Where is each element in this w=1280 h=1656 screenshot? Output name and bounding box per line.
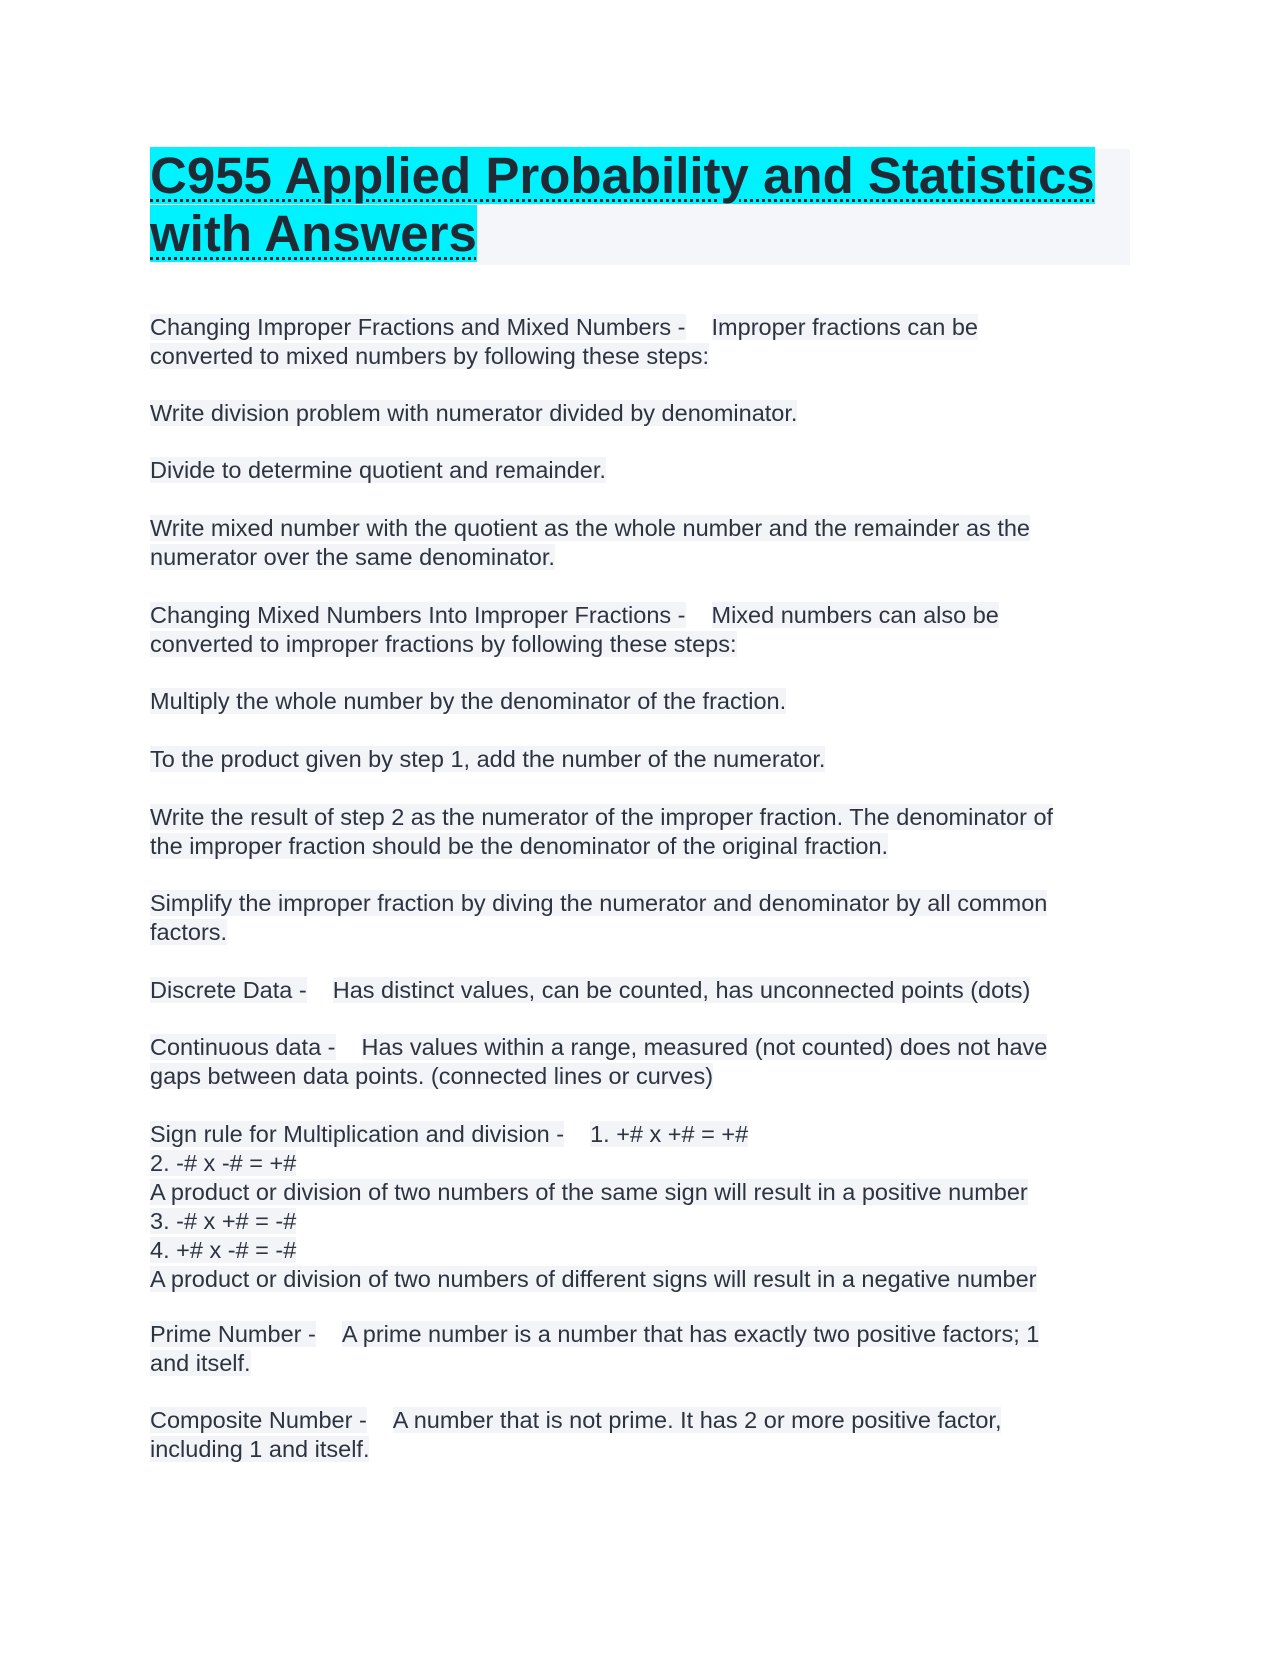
paragraph-p7 [150,745,1130,774]
paragraph-p10 [150,976,1130,1005]
paragraph-line [150,543,1130,572]
line-text: 4. +# x -# = -# [150,1237,297,1263]
line-text: gaps between data points. (connected lines or curves) [150,1063,714,1089]
paragraph-line [150,399,1130,428]
line-text: A product or division of two numbers of different signs will result in a negative number [150,1266,1037,1292]
line-text: factors. [150,919,228,945]
paragraph-p9 [150,889,1130,947]
definition-text: A prime number is a number that has exactly two positive factors; 1 [341,1321,1040,1347]
document-title [150,147,1095,263]
definition-text: A number that is not prime. It has 2 or more positive factor, [392,1407,1002,1433]
paragraph-line [150,1120,1130,1149]
definition-text: 1. +# x +# = +# [590,1121,749,1147]
line-text: 3. -# x +# = -# [150,1208,297,1234]
paragraph-line [150,803,1130,832]
paragraph-line [150,918,1130,947]
title-line-2: with Answers [150,205,477,262]
paragraph-line [150,1349,1130,1378]
paragraph-p13 [150,1320,1130,1378]
paragraph-line [150,1406,1130,1435]
definition-text: Has distinct values, can be counted, has unconnected points (dots) [332,977,1031,1003]
paragraph-line [150,1320,1130,1349]
line-text: 2. -# x -# = +# [150,1150,297,1176]
line-text: Multiply the whole number by the denominator of the fraction. [150,688,787,714]
paragraph-line [150,745,1130,774]
paragraph-p6 [150,687,1130,716]
line-text: converted to mixed numbers by following these steps: [150,343,710,369]
paragraph-p8 [150,803,1130,861]
line-text: Write mixed number with the quotient as the whole number and the remainder as the [150,515,1030,541]
term-label: Prime Number - [150,1321,316,1347]
line-text: Divide to determine quotient and remainder. [150,457,606,483]
definition-text: Has values within a range, measured (not counted) does not have [361,1034,1048,1060]
paragraph-line [150,1236,1130,1265]
definition-text: Mixed numbers can also be [711,602,999,628]
line-text: A product or division of two numbers of the same sign will result in a positive number [150,1179,1028,1205]
paragraph-line [150,514,1130,543]
line-text: numerator over the same denominator. [150,544,555,570]
paragraph-line [150,1207,1130,1236]
paragraph-p5 [150,601,1130,659]
paragraph-line [150,889,1130,918]
paragraph-line [150,1033,1130,1062]
term-label: Changing Improper Fractions and Mixed Numbers - [150,314,686,340]
term-label: Continuous data - [150,1034,336,1060]
paragraph-line [150,456,1130,485]
paragraph-line [150,342,1130,371]
paragraph-line [150,687,1130,716]
title-line-1: C955 Applied Probability and Statistics [150,147,1095,204]
paragraph-line [150,601,1130,630]
paragraph-p1 [150,313,1130,371]
paragraph-line [150,630,1130,659]
paragraph-line [150,1178,1130,1207]
line-text: and itself. [150,1350,251,1376]
paragraph-p3 [150,456,1130,485]
term-label: Sign rule for Multiplication and division - [150,1121,565,1147]
term-label: Discrete Data - [150,977,307,1003]
paragraph-line [150,313,1130,342]
definition-text: Improper fractions can be [711,314,978,340]
line-text: converted to improper fractions by following these steps: [150,631,737,657]
paragraph-p14 [150,1406,1130,1464]
paragraph-p11 [150,1033,1130,1091]
paragraph-line [150,1062,1130,1091]
paragraph-line [150,1265,1130,1294]
term-label: Composite Number - [150,1407,367,1433]
line-text: Simplify the improper fraction by diving the numerator and denominator by all common [150,890,1048,916]
paragraph-line [150,1149,1130,1178]
paragraph-line [150,976,1130,1005]
paragraph-line [150,832,1130,861]
paragraph-p4 [150,514,1130,572]
line-text: including 1 and itself. [150,1436,370,1462]
line-text: Write division problem with numerator divided by denominator. [150,400,798,426]
paragraph-p12 [150,1120,1130,1294]
line-text: the improper fraction should be the denominator of the original fraction. [150,833,889,859]
line-text: To the product given by step 1, add the number of the numerator. [150,746,826,772]
term-label: Changing Mixed Numbers Into Improper Fractions - [150,602,686,628]
paragraph-line [150,1435,1130,1464]
line-text: Write the result of step 2 as the numerator of the improper fraction. The denominator of [150,804,1054,830]
paragraph-p2 [150,399,1130,428]
